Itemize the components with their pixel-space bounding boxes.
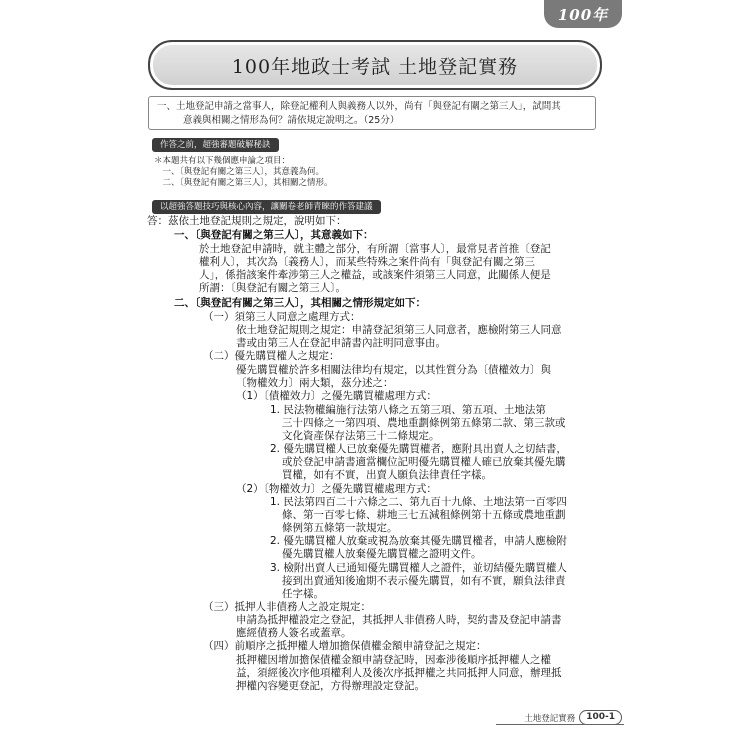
subitem-a-line: 文化資產保存法第三十二條規定。 xyxy=(282,430,440,442)
subitem-a-line: 1. 民法物權編施行法第八條之五第三項、第五項、土地法第 xyxy=(270,404,546,416)
answer-intro: 答：茲依土地登記規則之規定，說明如下： xyxy=(147,215,347,227)
question-line-2: 意義與相關之情形為何？請依規定說明之。（25分） xyxy=(183,115,400,126)
subitem-a-line: 或於登記申請書適當欄位記明優先購買權人確已放棄其優先購 xyxy=(282,456,566,468)
section-1-heading: 一、〔與登記有關之第三人〕，其意義如下： xyxy=(174,229,374,241)
subitem-b-line: 條例第五條第一款規定。 xyxy=(282,522,398,534)
item-2-line: 〔物權效力〕兩大類，茲分述之： xyxy=(236,377,394,389)
subitem-a-heading: （1）〔債權效力〕之優先購買權處理方式： xyxy=(236,390,437,402)
subitem-b-line: 條、第一百零七條、耕地三七五減租條例第十五條或農地重劃 xyxy=(282,509,566,521)
item-3-heading: （三）抵押人非債務人之設定規定： xyxy=(203,601,371,613)
section-2-heading: 二、〔與登記有關之第三人〕，其相關之情形規定如下： xyxy=(174,297,426,309)
subitem-b-line: 接到出賣通知後逾期不表示優先購買，如有不實，願負法律責 xyxy=(282,575,566,587)
question-box xyxy=(148,96,596,130)
section-1-line: 人」，係指該案件牽涉第三人之權益，或該案件須第三人同意，此關係人便是 xyxy=(199,269,551,281)
item-3-line: 申請為抵押權設定之登記，其抵押人非債務人時，契約書及登記申請書 xyxy=(236,614,562,626)
section-1-line: 權利人〕，其次為〔義務人〕，而某些特殊之案件尚有「與登記有關之第三 xyxy=(199,256,535,268)
subitem-a-line: 三十四條之一第四項、農地重劃條例第五條第二款、第三款或 xyxy=(282,417,566,429)
item-4-line: 押權內容變更登記，方得辦理設定登記。 xyxy=(236,680,425,692)
item-2-heading: （二）優先購買權人之規定： xyxy=(203,350,340,362)
page-number: 100-1 xyxy=(579,710,622,725)
subitem-b-line: 3. 檢附出賣人已通知優先購買權人之證件，並切結優先購買權人 xyxy=(270,562,567,574)
item-4-line: 益，須經後次序他項權利人及後次序抵押權之共同抵押人同意，辦理抵 xyxy=(236,667,562,679)
guide-label: 以超強答題技巧與核心內容，讓關卷老師青睞的作答建議 xyxy=(152,200,381,214)
section-1-line: 所謂：〔與登記有關之第三人〕。 xyxy=(199,282,346,294)
subitem-b-line: 任字樣。 xyxy=(282,588,324,600)
subitem-b-heading: （2）〔物權效力〕之優先購買權處理方式： xyxy=(236,483,437,495)
tip-note: 二、〔與登記有關之第三人〕，其相關之情形。 xyxy=(154,178,333,188)
title-banner xyxy=(148,40,602,90)
item-2-line: 優先購買權於許多相關法律均有規定，以其性質分為〔債權效力〕與 xyxy=(236,364,551,376)
item-3-line: 應經債務人簽名或蓋章。 xyxy=(236,627,352,639)
item-4-line: 抵押權因增加擔保債權金額申請登記時，因牽涉後順序抵押權人之權 xyxy=(236,654,551,666)
tip-note: 一、〔與登記有關之第三人〕，其意義為何。 xyxy=(154,167,325,177)
item-4-heading: （四）前順序之抵押權人增加擔保債權金額申請登記之規定： xyxy=(203,640,487,652)
subitem-b-line: 優先購買權人放棄優先購買權之證明文件。 xyxy=(282,548,482,560)
question-line-1: 一、土地登記申請之當事人，除登記權利人與義務人以外，尚有「與登記有關之第三人」，試問其 xyxy=(157,101,561,112)
subitem-a-line: 2. 優先購買權人已放棄優先購買權者，應附具出賣人之切結書， xyxy=(270,443,567,455)
item-1-line: 依土地登記規則之規定：申請登記須第三人同意者，應檢附第三人同意 xyxy=(236,324,562,336)
tip-notes xyxy=(154,156,333,189)
footer-section: 土地登記實務 xyxy=(524,713,576,724)
subitem-b-line: 2. 優先購買權人放棄或視為放棄其優先購買權者，申請人應檢附 xyxy=(270,535,567,547)
item-1-heading: （一）須第三人同意之處理方式： xyxy=(203,311,361,323)
page-footer xyxy=(524,710,622,725)
page-title: 100年地政士考試 土地登記實務 xyxy=(231,55,519,78)
footer-rule xyxy=(496,724,624,725)
year-tab: 100年 xyxy=(544,0,622,28)
tip-note: ＊本題共有以下幾個應申論之項目： xyxy=(154,156,291,166)
subitem-b-line: 1. 民法第四百二十六條之二、第九百十九條、土地法第一百零四 xyxy=(270,496,567,508)
tip-label: 作答之前，超強審題破解秘訣 xyxy=(152,138,279,152)
section-1-line: 於土地登記申請時，就主體之部分，有所謂〔當事人〕，最常見者首推〔登記 xyxy=(199,243,551,255)
item-1-line: 書或由第三人在登記申請書內註明同意事由。 xyxy=(236,337,446,349)
subitem-a-line: 買權，如有不實，出賣人願負法律責任字樣。 xyxy=(282,469,492,481)
